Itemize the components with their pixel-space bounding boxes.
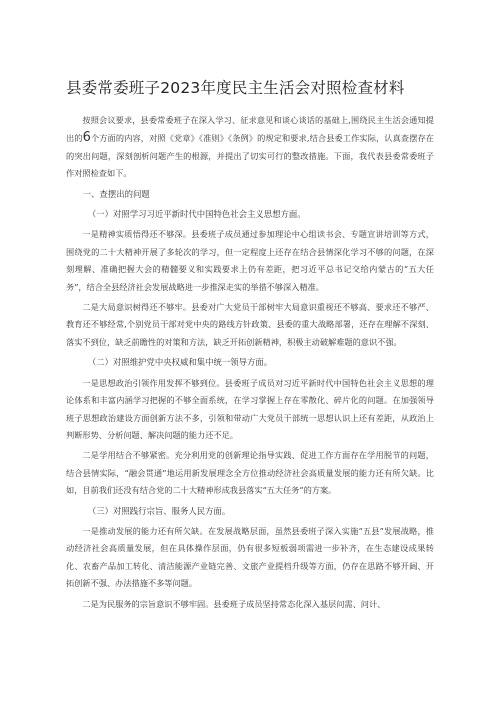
body-paragraph-3: 一是思想政治引领作用发挥不够到位。县委班子成员对习近平新时代中国特色社会主义思想的理论体系和丰富内涵学习把握的不够全面系统，在学习掌握上存在零散化、碎片化的问题。在加强领导班子思想政治建设方面创新方法不多，引领和带动广大党员干部统一思想认识上还有差距，从政治上判断形势、分析问题、解决问题的能力还不足。 bbox=[66, 377, 434, 440]
intro-text-after: 个方面的内容，对照《党章》《准则》《条例》的规定和要求,结合县委工作实际，认真查摆存在的突出问题，深刻剖析问题产生的根源，并提出了切实可行的整改措施。下面，我代表县委常委班子作对照检查如下。 bbox=[66, 133, 434, 179]
subsection-heading-2: （二）对照维护党中央权威和集中统一领导方面。 bbox=[87, 357, 273, 368]
intro-text-before: 按照会议要求，县委常委班子在深入学习、征求意见和谈心谈话的基础上,围绕民主生活会通知提出的 bbox=[66, 115, 434, 144]
body-paragraph-4: 二是学用结合不够紧密。充分利用党的创新理论指导实践、促进工作方面存在学用脱节的问题，结合县情实际，“融会贯通”地运用新发展理念全方位推动经济社会高质量发展的能力还有所欠缺。比如，目前我们还没有结合党的二十大精神形成我县落实“五大任务”的方案。 bbox=[66, 450, 434, 496]
body-paragraph-2: 二是大局意识树得还不够牢。县委对广大党员干部树牢大局意识重视还不够高、要求还不够严、教育还不够经常,个别党员干部对党中央的路线方针政策、县委的重大战略部署，还存在理解不深刻、落实不到位，缺乏前瞻性的对策和方法，缺乏开拓创新精神，积极主动破解难题的意识不强。 bbox=[66, 302, 434, 347]
section-heading-problems: 一、查摆出的问题 bbox=[82, 188, 150, 199]
body-paragraph-5: 一是推动发展的能力还有所欠缺。在发展战略层面，虽然县委班子深入实施“五县”发展战略，推动经济社会高质量发展，但在具体操作层面，仍有很多短板弱项需进一步补齐，在生态建设成果转化、农畜产品加工转化、清洁能源产业链完善、文旅产业提档升级等方面，仍存在思路不够开阔、开拓创新不强、办法措施不多等问题。 bbox=[66, 525, 434, 589]
body-paragraph-6: 二是为民服务的宗旨意识不够牢固。县委班子成员坚持常态化深入基层问需、问计、 bbox=[82, 598, 386, 609]
document-title: 县委常委班子2023年度民主生活会对照检查材料 bbox=[66, 79, 405, 97]
subsection-heading-1: （一）对照学习习近平新时代中国特色社会主义思想方面。 bbox=[87, 209, 306, 220]
subsection-heading-3: （三）对照践行宗旨、服务人民方面。 bbox=[87, 505, 231, 516]
body-paragraph-1: 一是精神实质悟得还不够深。县委班子成员通过参加理论中心组读书会、专题宣讲培训等方式，围绕党的二十大精神开展了多轮次的学习，但一定程度上还存在结合县情深化学习不够的问题，在深刻理解、准确把握大会的精髓要义和实践要求上仍有差距，把习近平总书记交给内蒙古的“五大任务”，结合全县经济社会发展战略进一步推深走实的举措不够深入精准。 bbox=[66, 229, 434, 292]
intro-number: 6 bbox=[82, 130, 91, 146]
intro-paragraph bbox=[66, 112, 434, 183]
